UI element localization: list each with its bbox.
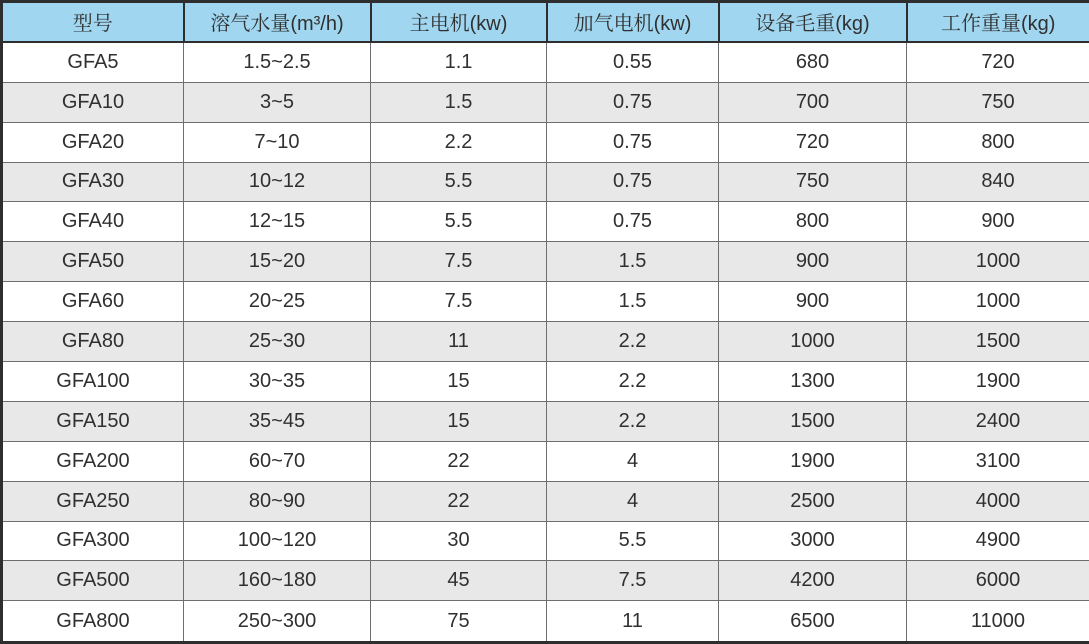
column-header-working-weight: 工作重量(kg)	[907, 2, 1089, 42]
table-cell: 11	[547, 601, 719, 643]
table-cell: 750	[719, 162, 907, 202]
table-cell: GFA30	[2, 162, 184, 202]
table-cell: 75	[371, 601, 547, 643]
table-cell: 5.5	[547, 521, 719, 561]
table-cell: 0.75	[547, 122, 719, 162]
table-cell: 2.2	[547, 361, 719, 401]
table-cell: 3100	[907, 441, 1089, 481]
table-cell: 720	[719, 122, 907, 162]
column-header-aeration-motor: 加气电机(kw)	[547, 2, 719, 42]
column-header-dissolved-water: 溶气水量(m³/h)	[184, 2, 371, 42]
table-cell: 1.1	[371, 42, 547, 83]
column-header-gross-weight: 设备毛重(kg)	[719, 2, 907, 42]
table-row	[2, 561, 1089, 601]
table-cell: 1900	[719, 441, 907, 481]
column-header-model: 型号	[2, 2, 184, 42]
table-cell: 750	[907, 82, 1089, 122]
table-row	[2, 162, 1089, 202]
table-cell: 2400	[907, 401, 1089, 441]
table-cell: 720	[907, 42, 1089, 83]
table-cell: 4000	[907, 481, 1089, 521]
table-cell: 1.5	[547, 282, 719, 322]
table-cell: 30	[371, 521, 547, 561]
table-cell: 900	[907, 202, 1089, 242]
table-cell: 45	[371, 561, 547, 601]
table-cell: 1.5	[547, 242, 719, 282]
table-row	[2, 401, 1089, 441]
column-header-main-motor: 主电机(kw)	[371, 2, 547, 42]
table-cell: 15	[371, 401, 547, 441]
table-row	[2, 481, 1089, 521]
table-cell: 800	[907, 122, 1089, 162]
table-row	[2, 282, 1089, 322]
table-cell: 7~10	[184, 122, 371, 162]
table-cell: 1000	[719, 322, 907, 362]
table-cell: 4200	[719, 561, 907, 601]
table-cell: 1500	[907, 322, 1089, 362]
table-cell: 22	[371, 481, 547, 521]
table-cell: 6500	[719, 601, 907, 643]
table-cell: 3~5	[184, 82, 371, 122]
table-cell: GFA200	[2, 441, 184, 481]
table-cell: 1000	[907, 282, 1089, 322]
table-row	[2, 322, 1089, 362]
table-cell: 900	[719, 242, 907, 282]
table-cell: 15	[371, 361, 547, 401]
table-cell: 22	[371, 441, 547, 481]
table-cell: GFA300	[2, 521, 184, 561]
table-cell: 840	[907, 162, 1089, 202]
table-cell: 4900	[907, 521, 1089, 561]
table-cell: GFA800	[2, 601, 184, 643]
table-cell: 80~90	[184, 481, 371, 521]
table-cell: 680	[719, 42, 907, 83]
table-cell: 2500	[719, 481, 907, 521]
table-cell: GFA250	[2, 481, 184, 521]
table-cell: 0.75	[547, 162, 719, 202]
table-cell: 30~35	[184, 361, 371, 401]
table-cell: 7.5	[371, 242, 547, 282]
table-body	[2, 42, 1089, 643]
table-cell: 60~70	[184, 441, 371, 481]
table-cell: 4	[547, 441, 719, 481]
table-cell: GFA60	[2, 282, 184, 322]
table-cell: 1900	[907, 361, 1089, 401]
table-row	[2, 601, 1089, 643]
table-row	[2, 82, 1089, 122]
table-cell: 700	[719, 82, 907, 122]
table-cell: 1.5~2.5	[184, 42, 371, 83]
table-cell: 3000	[719, 521, 907, 561]
table-cell: 1000	[907, 242, 1089, 282]
table-cell: 11	[371, 322, 547, 362]
table-cell: GFA80	[2, 322, 184, 362]
table-cell: GFA5	[2, 42, 184, 83]
table-cell: 1300	[719, 361, 907, 401]
table-cell: 0.75	[547, 202, 719, 242]
table-cell: 5.5	[371, 202, 547, 242]
table-cell: 35~45	[184, 401, 371, 441]
table-cell: 7.5	[547, 561, 719, 601]
table-header	[2, 2, 1089, 42]
table-cell: 1.5	[371, 82, 547, 122]
table-cell: GFA150	[2, 401, 184, 441]
table-cell: 5.5	[371, 162, 547, 202]
table-cell: 20~25	[184, 282, 371, 322]
table-cell: 2.2	[547, 401, 719, 441]
header-row	[2, 2, 1089, 42]
table-row	[2, 441, 1089, 481]
table-cell: 250~300	[184, 601, 371, 643]
table-cell: 100~120	[184, 521, 371, 561]
table-cell: 900	[719, 282, 907, 322]
table-cell: 1500	[719, 401, 907, 441]
table-row	[2, 202, 1089, 242]
table-cell: 160~180	[184, 561, 371, 601]
table-row	[2, 122, 1089, 162]
table-cell: GFA10	[2, 82, 184, 122]
table-row	[2, 242, 1089, 282]
table-cell: GFA100	[2, 361, 184, 401]
table-cell: 4	[547, 481, 719, 521]
table-row	[2, 521, 1089, 561]
table-cell: 7.5	[371, 282, 547, 322]
table-cell: GFA500	[2, 561, 184, 601]
table-cell: 0.75	[547, 82, 719, 122]
table-cell: 15~20	[184, 242, 371, 282]
table-cell: 2.2	[371, 122, 547, 162]
table-cell: GFA20	[2, 122, 184, 162]
table-cell: GFA40	[2, 202, 184, 242]
table-cell: 25~30	[184, 322, 371, 362]
table-cell: GFA50	[2, 242, 184, 282]
table-cell: 800	[719, 202, 907, 242]
table-cell: 10~12	[184, 162, 371, 202]
table-row	[2, 42, 1089, 83]
table-cell: 2.2	[547, 322, 719, 362]
table-row	[2, 361, 1089, 401]
table-cell: 6000	[907, 561, 1089, 601]
table-cell: 11000	[907, 601, 1089, 643]
table-cell: 0.55	[547, 42, 719, 83]
table-cell: 12~15	[184, 202, 371, 242]
